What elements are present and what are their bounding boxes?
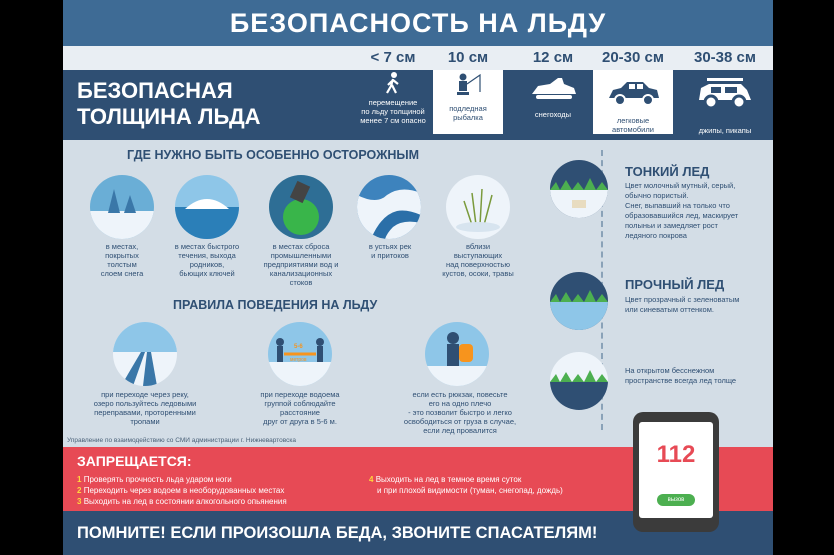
- rules-caption-1: при переходе через реку, озеро пользуйтесь ледовыми переправами, проторенными тропами: [93, 390, 197, 426]
- credit: Управление по взаимодействию со СМИ администрации г. Нижневартовска: [67, 437, 296, 444]
- forbidden-item-4: 4 Выходить на лед в темное время суток: [369, 475, 522, 484]
- river-mouth-icon: [357, 175, 421, 239]
- danger-caption-2: в местах быстрого течения, выхода родников, бьющих ключей: [174, 242, 240, 278]
- forbidden-item-1: 1 Проверять прочность льда ударом ноги: [77, 475, 232, 484]
- danger-heading: ГДЕ НУЖНО БЫТЬ ОСОБЕННО ОСТОРОЖНЫМ: [127, 148, 420, 162]
- thickness-col-7: < 7 см перемещение по льду толщиной менее 7 см опасно: [360, 49, 426, 125]
- thickness-col-12: 12 см снегоходы: [513, 46, 593, 70]
- walking-person-icon: [383, 72, 403, 94]
- rules-heading: ПРАВИЛА ПОВЕДЕНИЯ НА ЛЬДУ: [173, 298, 378, 312]
- ice-thickness-heading: БЕЗОПАСНАЯ ТОЛЩИНА ЛЬДА: [63, 70, 353, 140]
- emergency-number: 112: [656, 441, 696, 468]
- footer-banner: ПОМНИТЕ! ЕСЛИ ПРОИЗОШЛА БЕДА, ЗВОНИТЕ СПАСАТЕЛЯМ!: [63, 511, 773, 555]
- phone-icon: [633, 412, 719, 532]
- strong-ice-text: Цвет прозрачный с зеленоватым или синеватым оттенком.: [625, 295, 740, 314]
- jeep-icon: [695, 76, 755, 110]
- thickness-col-30-38: 30-38 см джипы, пикапы: [694, 49, 756, 135]
- page-title: БЕЗОПАСНОСТЬ НА ЛЬДУ: [63, 0, 773, 46]
- thickness-col-20-30: 20-30 см легковые автомобили: [591, 46, 675, 70]
- forbidden-item-3: 3 Выходить на лед в состоянии алкогольного опьянения: [77, 497, 287, 506]
- danger-caption-3: в местах сброса промышленными предприятиями вод и канализационных стоков: [263, 242, 339, 287]
- forbidden-item-2: 2 Переходить через водоем в необорудованных местах: [77, 486, 285, 495]
- car-icon: [605, 80, 661, 108]
- reeds-icon: [446, 175, 510, 239]
- call-button[interactable]: вызов: [657, 494, 695, 506]
- fisherman-icon: [453, 72, 483, 100]
- sewage-discharge-icon: [269, 175, 333, 239]
- rules-caption-2: при переходе водоема группой соблюдайте расстояние друг от друга в 5-6 м.: [260, 390, 340, 426]
- rules-caption-3: если есть рюкзак, повесьте его на одно плечо - это позволит быстро и легко освободиться от груза в случае, если лед провалится: [403, 390, 517, 435]
- fast-current-icon: [175, 175, 239, 239]
- thin-ice-text: Цвет молочный мутный, серый, обычно пористый. Снег, выпавший на только что образовавшийся лед, маскирует полыньи и замедляет рост ледяного покрова: [625, 181, 739, 240]
- thin-ice-icon: [550, 160, 608, 218]
- snow-covered-icon: [90, 175, 154, 239]
- snowmobile-icon: [528, 76, 578, 102]
- thickness-col-10: 10 см подледная рыбалка: [433, 46, 503, 70]
- backpack-icon: [425, 322, 489, 386]
- danger-caption-5: вблизи выступающих над поверхностью кустов, осоки, травы: [442, 242, 514, 278]
- poster: [63, 0, 773, 555]
- forbidden-item-4-cont: и при плохой видимости (туман, снегопад, дождь): [377, 486, 563, 495]
- strong-ice-icon: [550, 272, 608, 330]
- open-ice-icon: [550, 352, 608, 410]
- thin-ice-heading: ТОНКИЙ ЛЕД: [625, 164, 710, 179]
- ice-thickness-section: [63, 46, 773, 140]
- danger-caption-1: в местах, покрытых толстым слоем снега: [100, 242, 144, 278]
- open-ice-text: На открытом бесснежном пространстве всегда лед толще: [625, 366, 737, 385]
- strong-ice-heading: ПРОЧНЫЙ ЛЕД: [625, 277, 725, 292]
- forbidden-heading: ЗАПРЕЩАЕТСЯ:: [77, 453, 192, 469]
- group-distance-icon: 5-6 метров: [268, 322, 332, 386]
- danger-caption-4: в устьях рек и притоков: [368, 242, 412, 260]
- ice-path-icon: [113, 322, 177, 386]
